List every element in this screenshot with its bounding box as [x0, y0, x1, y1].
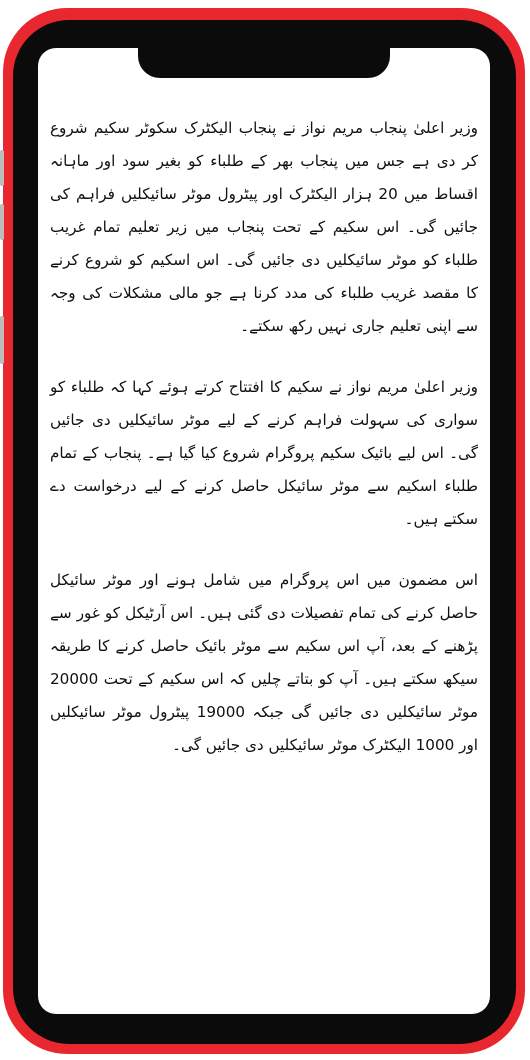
volume-down-button [0, 204, 4, 240]
volume-up-button [0, 150, 4, 186]
power-button [0, 316, 4, 364]
article-body [50, 112, 478, 762]
article-paragraph: وزیر اعلیٰ مریم نواز نے سکیم کا افتتاح کرتے ہوئے کہا کہ طلباء کو سواری کی سہولت فراہم کرنے کے لیے موٹر سائیکلیں دی جائیں گی۔ اس لیے بائیک سکیم پروگرام شروع کیا گیا ہے۔ پنجاب کے تمام طلباء اسکیم سے موٹر سائیکل حاصل کرنے کے لیے درخواست دے سکتے ہیں۔ [50, 378, 478, 528]
article-paragraph: وزیر اعلیٰ پنجاب مریم نواز نے پنجاب الیکٹرک سکوٹر سکیم شروع کر دی ہے جس میں پنجاب بھر کے طلباء کو بغیر سود اور ماہانہ اقساط میں 20 ہزار الیکٹرک اور پیٹرول موٹر سائیکلیں فراہم کی جائیں گی۔ اس سکیم کے تحت پنجاب میں زیر تعلیم تمام غریب طلباء کو موٹر سائیکلیں دی جائیں گی۔ اس اسکیم کو شروع کرنے کا مقصد غریب طلباء کی مدد کرنا ہے جو مالی مشکلات کی وجہ سے اپنی تعلیم جاری نہیں رکھ سکتے۔ [50, 119, 479, 335]
phone-notch [138, 22, 390, 78]
article-paragraph: اس مضمون میں اس پروگرام میں شامل ہونے اور موٹر سائیکل حاصل کرنے کی تمام تفصیلات دی گئی ہیں۔ اس آرٹیکل کو غور سے پڑھنے کے بعد، آپ اس سکیم سے موٹر بائیک حاصل کرنے کا طریقہ سیکھ سکتے ہیں۔ آپ کو بتاتے چلیں کہ اس سکیم کے تحت 20000 موٹر سائیکلیں دی جائیں گی جبکہ 19000 پیٹرول موٹر سائیکلیں اور 1000 الیکٹرک موٹر سائیکلیں دی جائیں گی۔ [50, 571, 479, 754]
